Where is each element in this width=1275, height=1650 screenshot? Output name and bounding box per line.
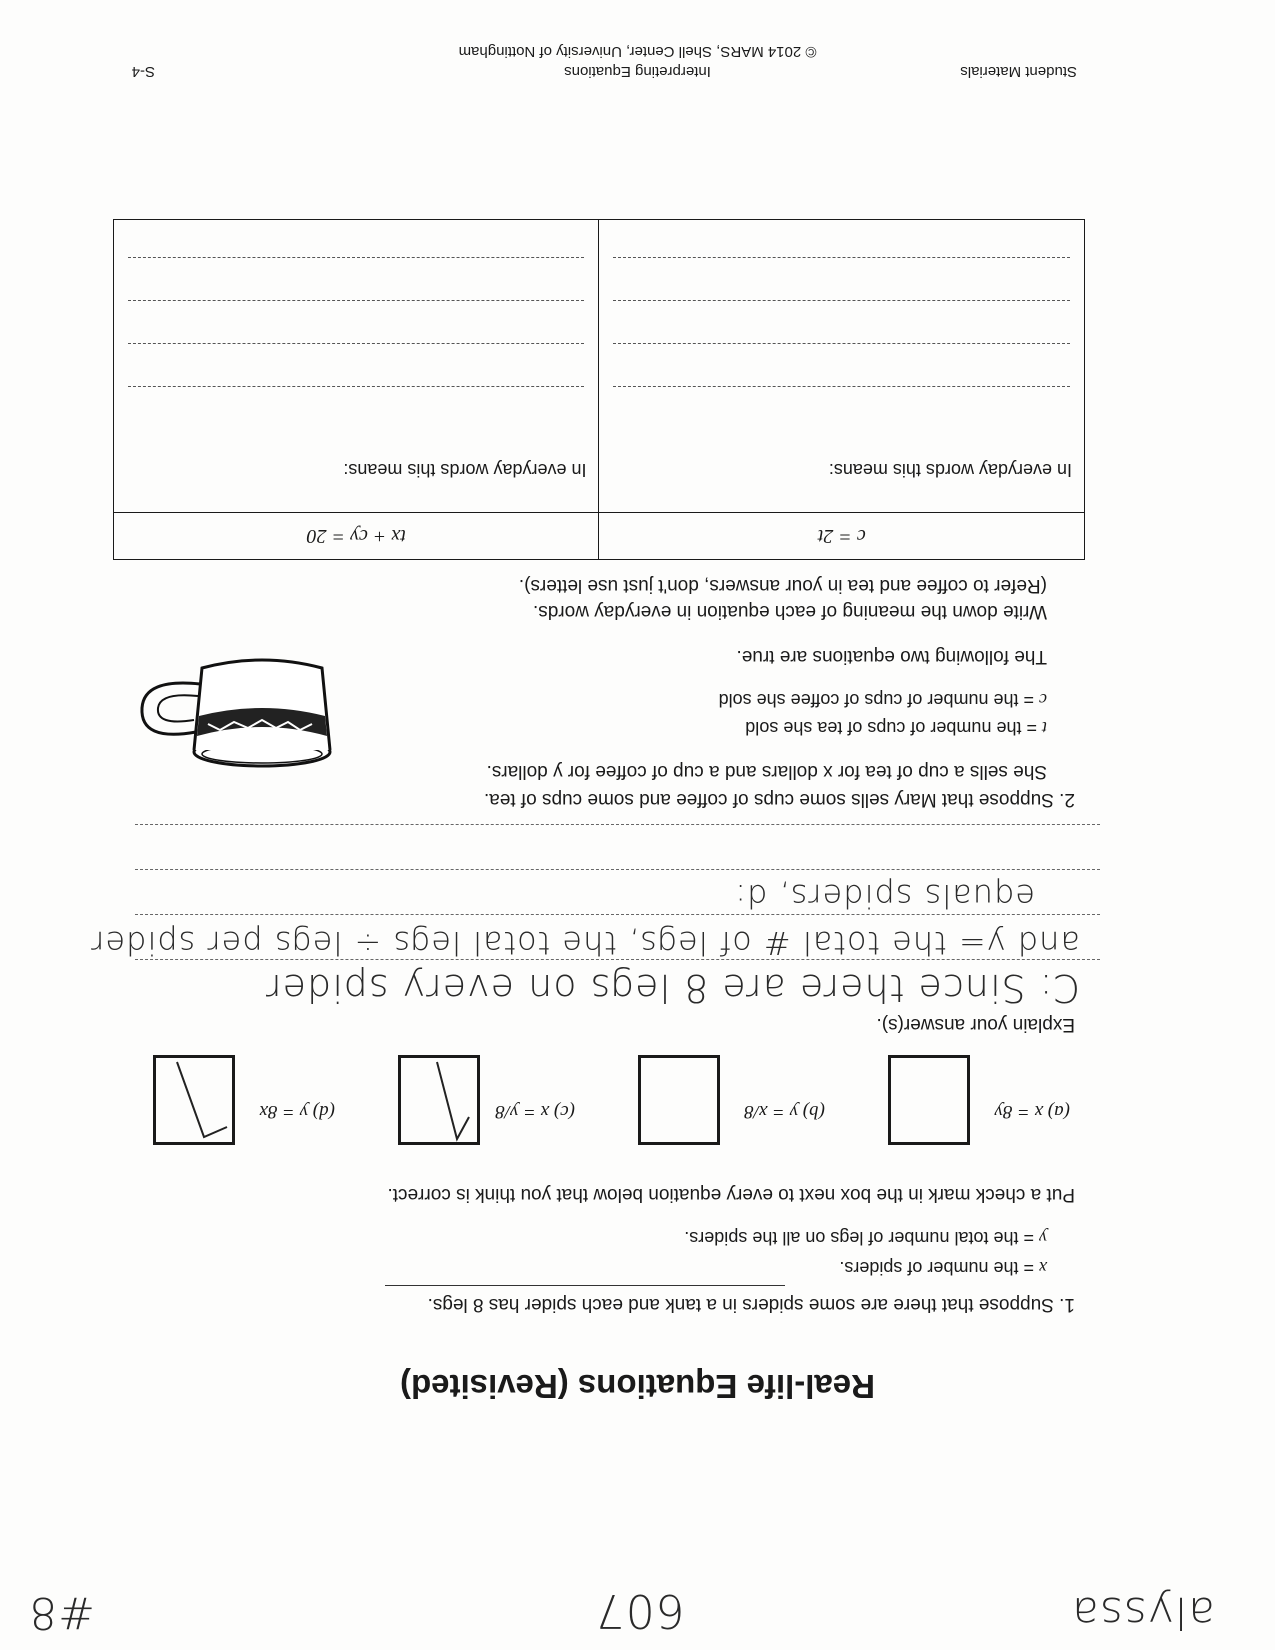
var-t: t bbox=[1041, 718, 1047, 738]
var-x: x bbox=[1039, 1258, 1047, 1278]
answer-rule[interactable] bbox=[614, 300, 1071, 301]
handwritten-answer-line: and y= the total # of legs, the total legs ÷ legs per spider bbox=[90, 924, 1080, 962]
answer-rule[interactable] bbox=[614, 386, 1071, 387]
handwritten-name: alyssa bbox=[1070, 1587, 1215, 1638]
q1-def-y bbox=[684, 1227, 1047, 1248]
check-mark-icon bbox=[156, 1058, 232, 1142]
answer-rule[interactable] bbox=[128, 343, 585, 344]
var-c: c bbox=[1039, 690, 1047, 710]
option-b-checkbox[interactable] bbox=[638, 1055, 720, 1145]
q2-prompt: 2. Suppose that Mary sells some cups of coffee and some cups of tea. bbox=[483, 789, 1075, 810]
def-c-text: = the number of cups of coffee she sold bbox=[718, 690, 1039, 710]
meaning-label: In everyday words this means: bbox=[343, 460, 587, 480]
option-b-label: (b) y = x/8 bbox=[744, 1101, 825, 1122]
q2-write-line: Write down the meaning of each equation in everyday words. bbox=[532, 601, 1047, 622]
q1-def-x bbox=[839, 1257, 1047, 1278]
handwritten-answer-line: C: Since there are 8 legs on every spider bbox=[265, 966, 1080, 1010]
q1-instruction: Put a check mark in the box next to every equation below that you think is correct. bbox=[387, 1184, 1075, 1205]
footer-center-copy: © 2014 MARS, Shell Center, University of Nottingham bbox=[458, 43, 817, 60]
footer-right: S-4 bbox=[131, 63, 155, 80]
var-y: y bbox=[1039, 1228, 1047, 1248]
meanings-table bbox=[113, 219, 1085, 560]
answer-rule bbox=[135, 869, 1100, 870]
underline-mark bbox=[385, 1285, 785, 1286]
meaning-label: In everyday words this means: bbox=[828, 460, 1072, 480]
footer-center-title: Interpreting Equations bbox=[564, 63, 711, 80]
q2-true-line: The following two equations are true. bbox=[736, 646, 1047, 667]
handwritten-score: 607 bbox=[594, 1584, 685, 1638]
option-d-label: (d) y = 8x bbox=[259, 1101, 335, 1122]
check-mark-icon bbox=[401, 1058, 477, 1142]
answer-rule[interactable] bbox=[614, 257, 1071, 258]
option-c-label: (c) x = y/8 bbox=[495, 1101, 575, 1122]
def-x-text: = the number of spiders. bbox=[839, 1258, 1039, 1278]
option-d-checkbox[interactable] bbox=[153, 1055, 235, 1145]
def-y-text: = the total number of legs on all the spiders. bbox=[684, 1228, 1039, 1248]
meaning-cell-left bbox=[599, 220, 1085, 513]
handwritten-tag: #8 bbox=[28, 1587, 95, 1638]
q2-def-c bbox=[719, 689, 1047, 710]
meaning-cell-right bbox=[114, 220, 600, 513]
answer-rule[interactable] bbox=[128, 386, 585, 387]
q2-refer-line: (Refer to coffee and tea in your answers, don't just use letters). bbox=[518, 575, 1047, 596]
def-t-text: = the number of cups of tea she sold bbox=[745, 718, 1042, 738]
answer-rule[interactable] bbox=[128, 257, 585, 258]
page-title: Real-life Equations (Revisited) bbox=[400, 1368, 875, 1405]
q1-prompt: 1. Suppose that there are some spiders in a tank and each spider has 8 legs. bbox=[427, 1294, 1075, 1315]
equation-left: c = 2t bbox=[599, 513, 1085, 560]
q2-def-t bbox=[745, 717, 1047, 738]
q2-prices: She sells a cup of tea for x dollars and a cup of coffee for y dollars. bbox=[486, 761, 1047, 782]
teacup-icon bbox=[125, 655, 340, 770]
answer-rule bbox=[135, 824, 1100, 825]
option-c-checkbox[interactable] bbox=[398, 1055, 480, 1145]
option-a-checkbox[interactable] bbox=[888, 1055, 970, 1145]
equation-right: tx + cy = 20 bbox=[114, 513, 600, 560]
q1-explain: Explain your answer(s). bbox=[876, 1014, 1075, 1035]
answer-rule[interactable] bbox=[128, 300, 585, 301]
handwritten-answer-line: equals spiders, d: bbox=[734, 877, 1035, 915]
option-a-label: (a) x = 8y bbox=[994, 1101, 1070, 1122]
answer-rule[interactable] bbox=[614, 343, 1071, 344]
footer-left: Student Materials bbox=[960, 63, 1077, 80]
